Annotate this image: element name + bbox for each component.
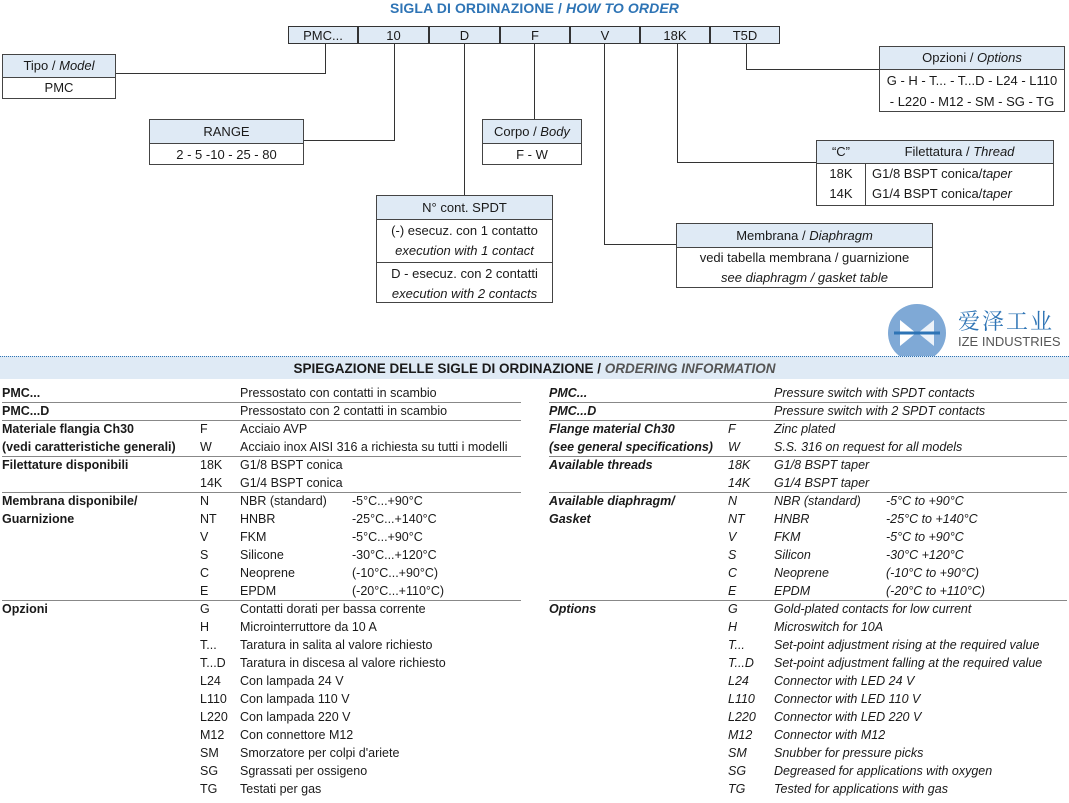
row-code: H <box>200 620 210 634</box>
diaphragm-box <box>676 223 933 288</box>
row-code: H <box>728 620 738 634</box>
table-row <box>2 708 521 726</box>
connector-line <box>304 140 395 141</box>
title-it: SIGLA DI ORDINAZIONE / <box>390 0 563 16</box>
options-title-en: Options <box>977 50 1022 65</box>
row-description: Con lampada 220 V <box>240 710 351 724</box>
row-range: (-20°C to +110°C) <box>886 584 986 598</box>
row-code: S <box>728 548 737 562</box>
row-description: Silicon <box>774 548 811 562</box>
connector-line <box>604 244 676 245</box>
table-row <box>2 546 521 564</box>
table-row <box>549 726 1067 744</box>
range-value: 2 - 5 -10 - 25 - 80 <box>176 147 277 162</box>
row-description: Degreased for applications with oxygen <box>774 764 993 778</box>
thread-code: 18K <box>829 166 853 181</box>
row-code: T...D <box>728 656 754 670</box>
code-range: 10 <box>358 26 429 44</box>
diaphragm-r-en: see diaphragm / gasket table <box>721 270 888 285</box>
table-row <box>2 618 521 636</box>
row-code: 14K <box>728 476 751 490</box>
thread-desc-it: G1/8 BSPT conica/ <box>872 166 983 181</box>
row-description: Microinterruttore da 10 A <box>240 620 377 634</box>
row-code: E <box>200 584 209 598</box>
code-diaphragm: V <box>570 26 640 44</box>
table-row <box>2 654 521 672</box>
row-description: Pressostato con 2 contatti in scambio <box>240 404 448 418</box>
table-row <box>2 744 521 762</box>
row-code: 14K <box>200 476 223 490</box>
row-code: F <box>728 422 736 436</box>
table-row <box>549 384 1067 402</box>
row-code: E <box>728 584 737 598</box>
row-description: Pressure switch with 2 SPDT contacts <box>774 404 986 418</box>
options-box <box>879 46 1065 112</box>
row-range: -5°C to +90°C <box>886 530 964 544</box>
row-description: Microswitch for 10A <box>774 620 884 634</box>
table-row <box>2 582 521 600</box>
row-range: (-10°C...+90°C) <box>352 566 439 580</box>
model-title-it: Tipo / <box>23 58 60 73</box>
row-description: Pressure switch with SPDT contacts <box>774 386 975 400</box>
row-label: PMC... <box>2 386 41 400</box>
spdt-r2-en: execution with 2 contacts <box>391 286 538 301</box>
table-row <box>2 762 521 780</box>
row-code: M12 <box>200 728 225 742</box>
row-description: G1/4 BSPT taper <box>774 476 870 490</box>
row-description: G1/8 BSPT taper <box>774 458 870 472</box>
table-row <box>549 564 1067 582</box>
code-options: T5D <box>710 26 780 44</box>
body-box-header <box>483 120 581 144</box>
row-code: C <box>728 566 738 580</box>
table-row <box>549 402 1067 420</box>
row-label: PMC... <box>549 386 588 400</box>
row-label: Materiale flangia Ch30 <box>2 422 134 436</box>
table-row <box>549 762 1067 780</box>
row-range: (-20°C...+110°C) <box>352 584 445 598</box>
connector-line <box>677 162 816 163</box>
row-description: Con lampada 24 V <box>240 674 344 688</box>
row-label: Available threads <box>549 458 653 472</box>
row-description: Acciaio AVP <box>240 422 308 436</box>
body-title-en: Body <box>540 124 570 139</box>
body-value: F - W <box>516 147 548 162</box>
row-code: L110 <box>728 692 755 706</box>
row-description: HNBR <box>240 512 276 526</box>
row-description: Zinc plated <box>774 422 836 436</box>
options-body <box>880 70 1064 112</box>
thread-h2 <box>866 141 1053 163</box>
range-box <box>149 119 304 165</box>
row-label: Guarnizione <box>2 512 75 526</box>
row-description: Connector with LED 110 V <box>774 692 921 706</box>
row-code: SG <box>200 764 219 778</box>
row-range: -30°C...+120°C <box>352 548 437 562</box>
row-description: Snubber for pressure picks <box>774 746 924 760</box>
table-row <box>2 690 521 708</box>
connector-line <box>604 44 605 245</box>
row-label: PMC...D <box>549 404 597 418</box>
row-code: G <box>200 602 210 616</box>
thread-row <box>817 164 1053 184</box>
row-code: N <box>200 494 210 508</box>
model-title-en: Model <box>59 58 95 73</box>
connector-line <box>746 69 879 70</box>
spdt-r1-it: (-) esecuz. con 1 contatto <box>391 223 538 238</box>
connector-line <box>394 44 395 141</box>
connector-line <box>746 44 747 70</box>
table-row <box>549 474 1067 492</box>
thread-desc-en: taper <box>982 186 1012 201</box>
table-row <box>549 510 1067 528</box>
body-title-it: Corpo / <box>494 124 541 139</box>
options-line-2: - L220 - M12 - SM - SG - TG <box>889 94 1055 109</box>
row-label: Membrana disponibile/ <box>2 494 138 508</box>
thread-code: 14K <box>829 186 853 201</box>
code-thread: 18K <box>640 26 710 44</box>
table-row <box>2 384 521 402</box>
row-description: HNBR <box>774 512 810 526</box>
table-row <box>549 636 1067 654</box>
row-description: Silicone <box>240 548 284 562</box>
diaphragm-title-en: Diaphragm <box>809 228 873 243</box>
row-range: -5°C...+90°C <box>352 494 423 508</box>
thread-desc-it: G1/4 BSPT conica/ <box>872 186 983 201</box>
row-code: V <box>728 530 737 544</box>
table-row <box>2 564 521 582</box>
connector-line <box>464 44 465 196</box>
table-row <box>2 726 521 744</box>
row-code: L220 <box>200 710 228 724</box>
spdt-box <box>376 195 553 303</box>
row-description: Con lampada 110 V <box>240 692 350 706</box>
row-label: Gasket <box>549 512 591 526</box>
diaphragm-title-it: Membrana / <box>736 228 810 243</box>
row-label: Opzioni <box>2 602 48 616</box>
row-code: T... <box>200 638 217 652</box>
row-code: TG <box>200 782 218 796</box>
row-code: T...D <box>200 656 226 670</box>
table-row <box>549 600 1067 618</box>
table-row <box>549 492 1067 510</box>
row-code: 18K <box>200 458 223 472</box>
row-code: N <box>728 494 738 508</box>
row-range: -25°C...+140°C <box>352 512 437 526</box>
row-label: Flange material Ch30 <box>549 422 675 436</box>
row-code: L110 <box>200 692 227 706</box>
table-row <box>549 456 1067 474</box>
options-header <box>880 47 1064 70</box>
table-row <box>2 510 521 528</box>
row-range: -5°C to +90°C <box>886 494 964 508</box>
diaphragm-r-it: vedi tabella membrana / guarnizione <box>699 250 910 265</box>
spdt-row-1 <box>377 220 552 263</box>
row-description: Neoprene <box>240 566 295 580</box>
row-description: Connector with LED 220 V <box>774 710 922 724</box>
row-range: -30°C +120°C <box>886 548 964 562</box>
spdt-row-2 <box>377 263 552 305</box>
table-row <box>549 708 1067 726</box>
row-range: -5°C...+90°C <box>352 530 423 544</box>
row-description: Acciaio inox AISI 316 a richiesta su tutti i modelli <box>240 440 508 454</box>
model-box <box>2 54 116 99</box>
row-code: G <box>728 602 738 616</box>
connector-line <box>534 44 535 119</box>
table-row <box>2 528 521 546</box>
row-range: (-10°C to +90°C) <box>886 566 980 580</box>
row-code: L220 <box>728 710 756 724</box>
table-row <box>549 618 1067 636</box>
table-row <box>549 528 1067 546</box>
row-description: Sgrassati per ossigeno <box>240 764 368 778</box>
row-label: Options <box>549 602 597 616</box>
logo-cn-text: 爱泽工业 <box>958 310 1055 335</box>
table-row <box>549 582 1067 600</box>
row-label: Available diaphragm/ <box>549 494 675 508</box>
spdt-r1-en: execution with 1 contact <box>395 243 534 258</box>
model-value: PMC <box>44 80 74 95</box>
row-code: SM <box>200 746 219 760</box>
connector-line <box>325 44 326 74</box>
row-code: 18K <box>728 458 751 472</box>
row-code: M12 <box>728 728 753 742</box>
table-row <box>2 402 521 420</box>
row-description: Neoprene <box>774 566 829 580</box>
code-body: F <box>500 26 570 44</box>
row-label: (vedi caratteristiche generali) <box>2 440 176 454</box>
thread-row <box>817 184 1053 204</box>
row-code: SG <box>728 764 747 778</box>
row-code: TG <box>728 782 746 796</box>
thread-box <box>816 140 1054 206</box>
row-code: C <box>200 566 210 580</box>
row-description: Set-point adjustment falling at the required value <box>774 656 1043 670</box>
row-label: PMC...D <box>2 404 50 418</box>
row-description: FKM <box>240 530 267 544</box>
section-title-it: SPIEGAZIONE DELLE SIGLE DI ORDINAZIONE / <box>293 361 601 376</box>
connector-line <box>677 44 678 163</box>
thread-h2-it: Filettatura / <box>904 144 974 159</box>
table-row <box>2 492 521 510</box>
logo-en-text: IZE INDUSTRIES <box>958 334 1061 349</box>
row-code: S <box>200 548 209 562</box>
row-code: F <box>200 422 208 436</box>
row-description: FKM <box>774 530 801 544</box>
spdt-title: N° cont. SPDT <box>377 196 552 220</box>
table-row <box>2 780 521 798</box>
table-row <box>549 420 1067 438</box>
table-row <box>549 438 1067 456</box>
table-row <box>549 672 1067 690</box>
diaphragm-box-header <box>677 224 932 248</box>
table-row <box>549 780 1067 798</box>
row-description: EPDM <box>774 584 811 598</box>
connector-line <box>116 73 326 74</box>
table-row <box>549 744 1067 762</box>
row-code: NT <box>728 512 745 526</box>
row-label: Filettature disponibili <box>2 458 129 472</box>
model-box-header <box>3 55 115 78</box>
row-code: NT <box>200 512 217 526</box>
row-description: S.S. 316 on request for all models <box>774 440 963 454</box>
thread-h2-en: Thread <box>973 144 1015 159</box>
thread-desc <box>872 184 1012 204</box>
table-row <box>2 600 521 618</box>
section-title-en: ORDERING INFORMATION <box>604 361 776 376</box>
table-row <box>2 456 521 474</box>
row-code: L24 <box>200 674 221 688</box>
range-title: RANGE <box>150 120 303 144</box>
row-description: NBR (standard) <box>240 494 327 508</box>
thread-header <box>817 141 1053 164</box>
row-range: -25°C to +140°C <box>886 512 978 526</box>
table-row <box>549 654 1067 672</box>
row-description: Testati per gas <box>240 782 322 796</box>
row-code: V <box>200 530 209 544</box>
row-description: Smorzatore per colpi d'ariete <box>240 746 400 760</box>
table-row <box>2 672 521 690</box>
row-description: Taratura in salita al valore richiesto <box>240 638 433 652</box>
table-row <box>549 546 1067 564</box>
row-code: L24 <box>728 674 749 688</box>
row-description: Pressostato con contatti in scambio <box>240 386 437 400</box>
row-description: Taratura in discesa al valore richiesto <box>240 656 446 670</box>
row-code: W <box>200 440 212 454</box>
table-row <box>2 420 521 438</box>
row-code: T... <box>728 638 745 652</box>
diaphragm-body <box>677 248 932 288</box>
table-row <box>2 474 521 492</box>
row-code: W <box>728 440 740 454</box>
ordering-info-title <box>0 356 1069 379</box>
row-code: SM <box>728 746 747 760</box>
thread-desc-en: taper <box>982 166 1012 181</box>
table-row <box>2 438 521 456</box>
body-box <box>482 119 582 165</box>
thread-h1: “C” <box>831 144 851 159</box>
row-description: G1/4 BSPT conica <box>240 476 343 490</box>
row-description: Contatti dorati per bassa corrente <box>240 602 426 616</box>
row-description: Gold-plated contacts for low current <box>774 602 972 616</box>
row-description: Con connettore M12 <box>240 728 354 742</box>
how-to-order-title <box>0 0 1069 16</box>
code-model: PMC... <box>288 26 358 44</box>
row-description: Connector with M12 <box>774 728 886 742</box>
row-description: Set-point adjustment rising at the required value <box>774 638 1040 652</box>
row-label: (see general specifications) <box>549 440 713 454</box>
spdt-r2-it: D - esecuz. con 2 contatti <box>391 266 538 281</box>
row-description: EPDM <box>240 584 277 598</box>
row-description: NBR (standard) <box>774 494 861 508</box>
title-en: HOW TO ORDER <box>566 0 679 16</box>
row-description: G1/8 BSPT conica <box>240 458 343 472</box>
table-row <box>2 636 521 654</box>
ize-logo-icon <box>886 302 948 364</box>
row-description: Tested for applications with gas <box>774 782 948 796</box>
options-title-it: Opzioni / <box>922 50 978 65</box>
row-description: Connector with LED 24 V <box>774 674 915 688</box>
options-line-1: G - H - T... - T...D - L24 - L110 <box>886 73 1058 88</box>
code-contacts: D <box>429 26 500 44</box>
thread-desc <box>872 164 1012 184</box>
table-row <box>549 690 1067 708</box>
